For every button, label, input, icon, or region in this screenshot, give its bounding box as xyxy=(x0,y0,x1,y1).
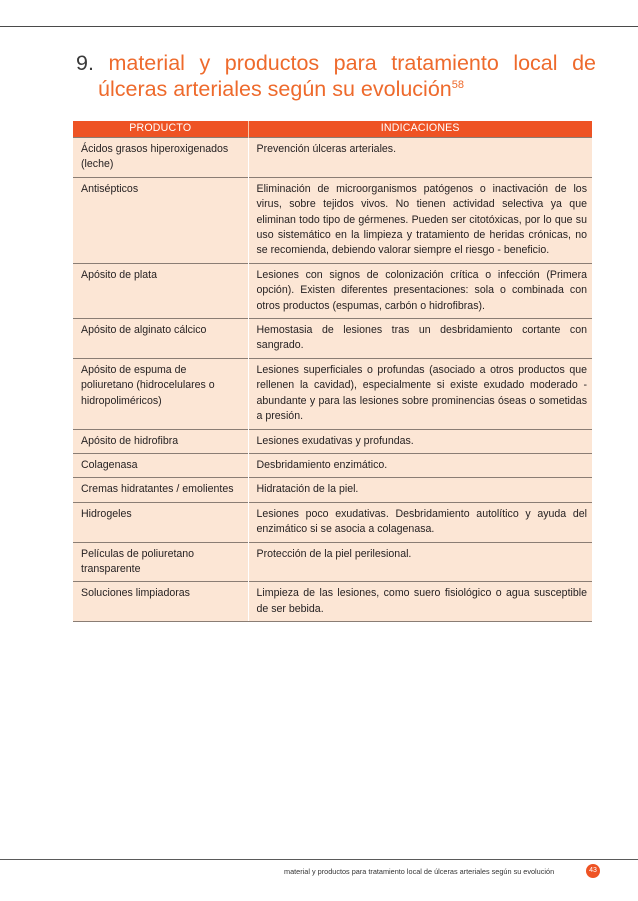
table-row xyxy=(73,453,592,477)
table-row xyxy=(73,478,592,502)
table-header-row xyxy=(73,121,592,138)
cell-indicaciones: Protección de la piel perilesional. xyxy=(248,542,592,582)
cell-indicaciones: Prevención úlceras arteriales. xyxy=(248,138,592,178)
cell-producto: Películas de poliuretano transparente xyxy=(73,542,248,582)
running-footer: material y productos para tratamiento local de úlceras arteriales según su evolución xyxy=(284,867,555,876)
cell-indicaciones: Hemostasia de lesiones tras un desbridamiento cortante con sangrado. xyxy=(248,319,592,359)
cell-indicaciones: Lesiones poco exudativas. Desbridamiento autolítico y ayuda del enzimático si se asocia a colagenasa. xyxy=(248,502,592,542)
header-producto: PRODUCTO xyxy=(73,121,248,138)
table-row xyxy=(73,319,592,359)
heading-line-2 xyxy=(76,76,596,102)
reference-superscript: 58 xyxy=(451,79,465,91)
table-row xyxy=(73,358,592,429)
section-heading xyxy=(76,50,596,102)
heading-title-line-1: material y productos para tratamiento local de xyxy=(108,51,596,75)
cell-indicaciones: Desbridamiento enzimático. xyxy=(248,453,592,477)
cell-producto: Hidrogeles xyxy=(73,502,248,542)
section-number: 9. xyxy=(76,51,94,75)
header-indicaciones: INDICACIONES xyxy=(248,121,592,138)
top-rule xyxy=(0,26,638,27)
cell-producto: Cremas hidratantes / emolientes xyxy=(73,478,248,502)
heading-title-line-2: úlceras arteriales según su evolución xyxy=(98,77,452,101)
table-row xyxy=(73,138,592,178)
cell-producto: Soluciones limpiadoras xyxy=(73,582,248,622)
table-row xyxy=(73,429,592,453)
bottom-rule xyxy=(0,859,638,860)
page-number-badge: 43 xyxy=(586,864,600,878)
cell-indicaciones: Eliminación de microorganismos patógenos o inactivación de los virus, sobre tejidos vivos. No tienen actividad selectiva ya que eliminan todo tipo de gérmenes. Pueden ser citotóxicas, por lo que su uso sistemático en la limpieza y tratamiento de heridas crónicas, no se recomienda, debiendo valorar siempre el riesgo - beneficio. xyxy=(248,177,592,263)
table-row xyxy=(73,542,592,582)
cell-producto: Apósito de hidrofibra xyxy=(73,429,248,453)
table-row xyxy=(73,582,592,622)
cell-producto: Antisépticos xyxy=(73,177,248,263)
cell-producto: Apósito de espuma de poliuretano (hidrocelulares o hidropoliméricos) xyxy=(73,358,248,429)
cell-indicaciones: Lesiones con signos de colonización crítica o infección (Primera opción). Existen diferentes presentaciones: sola o combinada con otros productos (espumas, carbón o hidrofibras). xyxy=(248,263,592,318)
table-row xyxy=(73,177,592,263)
cell-indicaciones: Lesiones exudativas y profundas. xyxy=(248,429,592,453)
heading-line-1 xyxy=(76,50,596,76)
cell-indicaciones: Lesiones superficiales o profundas (asociado a otros productos que rellenen la cavidad), especialmente si existe exudado moderado - abundante y para las lesiones sobre prominencias óseas o sometidas a presión. xyxy=(248,358,592,429)
cell-producto: Apósito de alginato cálcico xyxy=(73,319,248,359)
cell-producto: Ácidos grasos hiperoxigenados (leche) xyxy=(73,138,248,178)
cell-indicaciones: Hidratación de la piel. xyxy=(248,478,592,502)
cell-producto: Apósito de plata xyxy=(73,263,248,318)
table-row xyxy=(73,502,592,542)
products-table xyxy=(73,121,592,622)
cell-indicaciones: Limpieza de las lesiones, como suero fisiológico o agua susceptible de ser bebida. xyxy=(248,582,592,622)
cell-producto: Colagenasa xyxy=(73,453,248,477)
table-row xyxy=(73,263,592,318)
